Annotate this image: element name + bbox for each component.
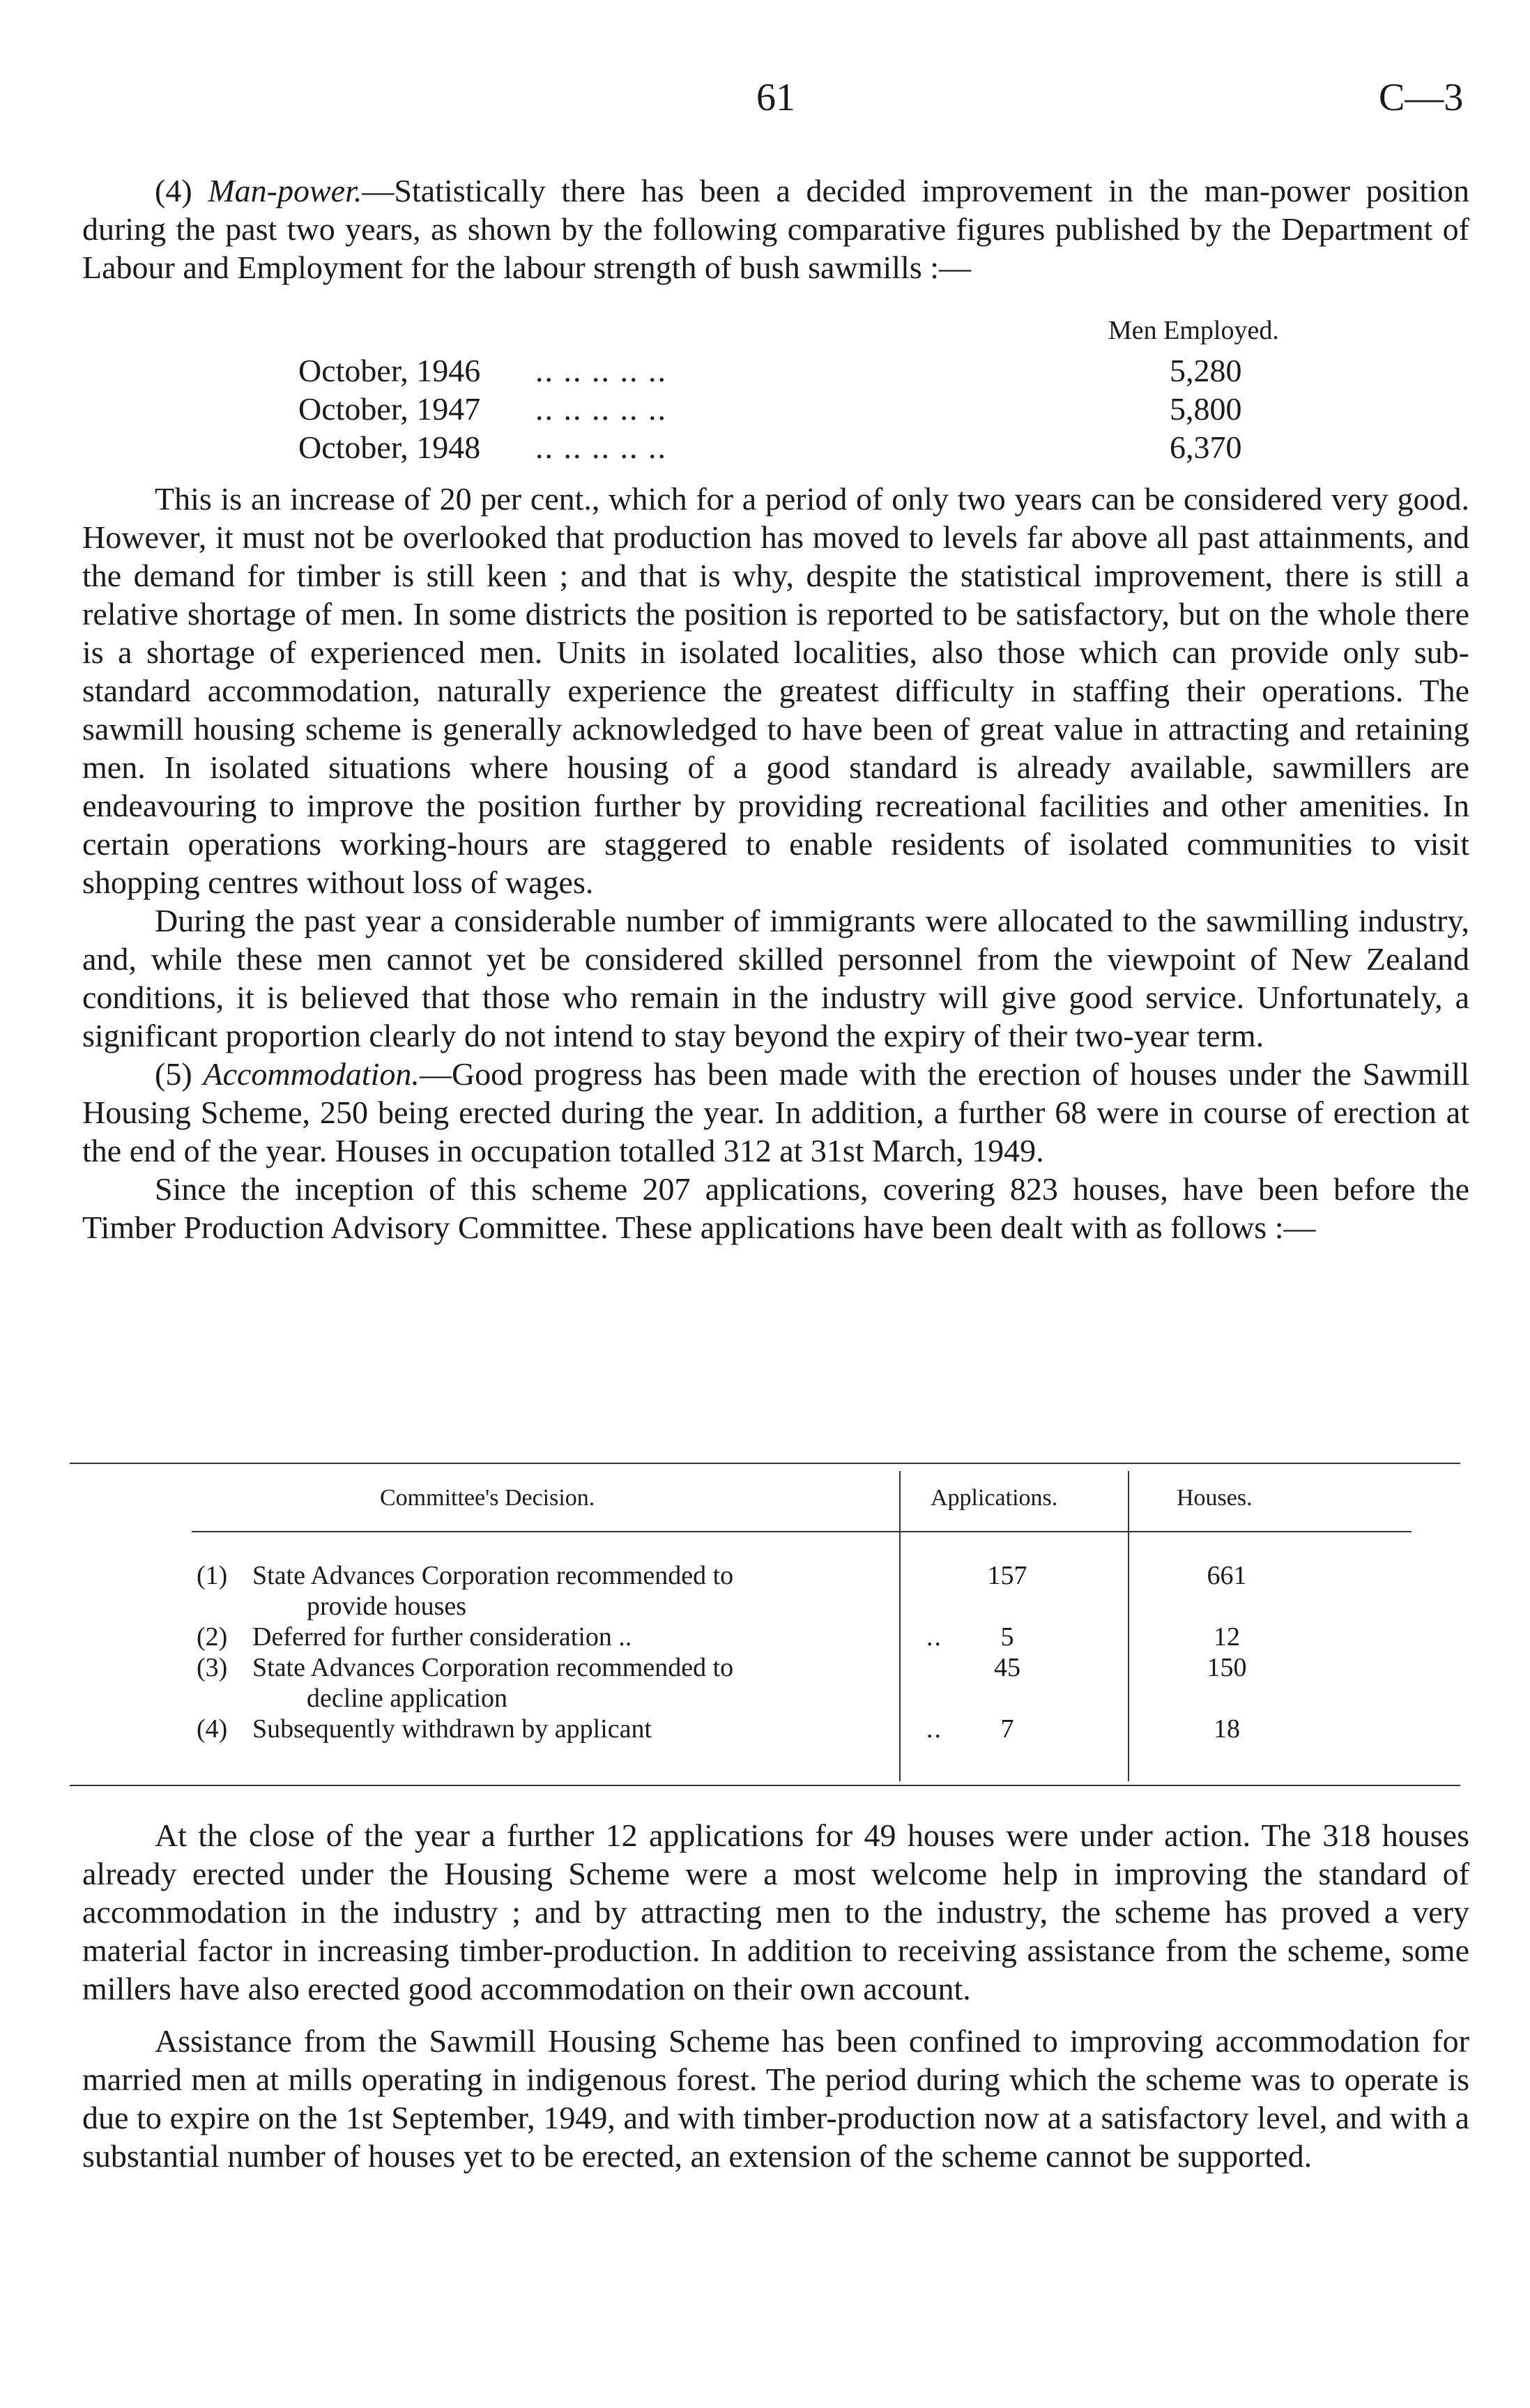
- body-text-block: [82, 480, 1469, 1247]
- closing-text-block: [82, 1816, 1469, 2175]
- row-decision-line-1: State Advances Corporation recommended to: [252, 1653, 734, 1682]
- closing-paragraph-1: At the close of the year a further 12 applications for 49 houses were under action. The 318 houses already erected under the Housing Scheme were a most welcome help in improving the standard of accommodation in the industry ; and by attracting men to the industry, the scheme has proved a very material factor in increasing timber-production. In addition to receiving assistance from the scheme, some millers have also erected good accommodation on their own account.: [82, 1818, 1469, 2006]
- header-applications: Applications.: [931, 1485, 1058, 1511]
- row-decision-line-1: State Advances Corporation recommended to: [252, 1561, 734, 1590]
- manpower-row: [298, 390, 1274, 429]
- section-4-paragraph-3: During the past year a considerable number of immigrants were allocated to the sawmilling industry, and, while these men cannot yet be considered skilled personnel from the viewpoint of New Zealand conditions, it is believed that those who remain in the industry will give good service. Unfortunately, a significant proportion clearly do not intend to stay beyond the expiry of their two-year term.: [82, 903, 1469, 1053]
- row-number: (3): [197, 1653, 228, 1682]
- row-decision-line-2: provide houses: [307, 1592, 467, 1621]
- document-code: C—3: [1379, 76, 1464, 119]
- men-employed-header: Men Employed.: [1108, 316, 1279, 345]
- row-decision: [252, 1622, 956, 1652]
- manpower-date: October, 1948: [298, 429, 481, 465]
- row-decision-line-2: decline application: [307, 1684, 508, 1713]
- manpower-value: 5,800: [1170, 391, 1242, 427]
- row-number: (1): [197, 1561, 228, 1590]
- row-houses: 18: [1214, 1714, 1240, 1744]
- row-number: (4): [197, 1714, 228, 1744]
- dot-leader: .. .. .. .. ..: [535, 429, 667, 465]
- committee-decision-table: [70, 1463, 1460, 1797]
- section-4-title: Man-power.: [208, 173, 362, 208]
- row-houses: 150: [1207, 1653, 1247, 1682]
- row-number: (2): [197, 1622, 228, 1652]
- section-4-number: (4): [155, 173, 192, 208]
- dot-leader: ..: [926, 1622, 942, 1652]
- manpower-date: October, 1946: [298, 353, 481, 388]
- section-5-paragraph-1-text: —Good progress has been made with the erection of houses under the Sawmill Housing Scheme, 250 being erected during the year. In addition, a further 68 were in course of erection at the end of the year. Houses in occupation totalled 312 at 31st March, 1949.: [82, 1056, 1469, 1168]
- row-houses: 12: [1214, 1622, 1240, 1652]
- row-applications: 45: [994, 1653, 1020, 1682]
- row-decision: [252, 1714, 956, 1744]
- section-4-paragraph-2: This is an increase of 20 per cent., which for a period of only two years can be considered very good. However, it must not be overlooked that production has moved to levels far above all past attainments, and the demand for timber is still keen ; and that is why, despite the statistical improvement, there is still a relative shortage of men. In some districts the position is reported to be satisfactory, but on the whole there is a shortage of experienced men. Units in isolated localities, also those which can provide only sub-standard accommodation, naturally experience the greatest difficulty in staffing their operations. The sawmill housing scheme is generally acknowledged to have been of great value in attracting and retaining men. In isolated situations where housing of a good standard is already available, sawmillers are endeavouring to improve the position further by providing recreational facilities and other amenities. In certain operations working-hours are staggered to enable residents of isolated communities to visit shopping centres without loss of wages.: [82, 481, 1469, 900]
- manpower-row: [298, 352, 1274, 390]
- row-houses: 661: [1207, 1561, 1247, 1590]
- section-5-number: (5): [155, 1056, 192, 1092]
- closing-paragraph-2: Assistance from the Sawmill Housing Scheme has been confined to improving accommodation for married men at mills operating in indigenous forest. The period during which the scheme was to operate is due to expire on the 1st September, 1949, and with timber-production now at a satisfactory level, and with a substantial number of houses yet to be erected, an extension of the scheme cannot be supported.: [82, 2023, 1469, 2174]
- manpower-date: October, 1947: [298, 391, 481, 427]
- section-5-title: Accommodation.: [203, 1056, 420, 1092]
- manpower-row: [298, 429, 1274, 467]
- section-4-paragraph-1: [82, 172, 1469, 287]
- row-applications: 5: [1000, 1622, 1014, 1652]
- dot-leader: .. .. .. .. ..: [535, 353, 667, 388]
- header-houses: Houses.: [1177, 1485, 1253, 1511]
- row-decision: [252, 1560, 956, 1622]
- table-bottom-rule: [70, 1785, 1460, 1786]
- dot-leader: ..: [926, 1714, 942, 1744]
- manpower-value: 5,280: [1170, 353, 1242, 388]
- table-top-rule: [70, 1463, 1460, 1464]
- header-rule: [192, 1531, 1412, 1532]
- row-decision: [252, 1652, 956, 1714]
- row-applications: 7: [1000, 1714, 1014, 1744]
- row-decision-line-1: Deferred for further consideration ..: [252, 1622, 632, 1652]
- row-decision-line-1: Subsequently withdrawn by applicant: [252, 1714, 652, 1744]
- dot-leader: .. .. .. .. ..: [535, 391, 667, 427]
- row-applications: 157: [987, 1561, 1027, 1590]
- section-5-paragraph-2: Since the inception of this scheme 207 applications, covering 823 houses, have been before the Timber Production Advisory Committee. These applications have been dealt with as follows :—: [82, 1171, 1469, 1245]
- section-4-intro: [82, 172, 1469, 287]
- section-5-paragraph-1: [82, 1055, 1469, 1170]
- page-number: 61: [756, 76, 795, 119]
- header-committee-decision: Committee's Decision.: [380, 1485, 595, 1511]
- manpower-value: 6,370: [1170, 429, 1242, 465]
- section-4-paragraph-1-text: —Statistically there has been a decided improvement in the man-power position during the past two years, as shown by the following comparative figures published by the Department of Labour and Employment for the labour strength of bush sawmills :—: [82, 173, 1470, 285]
